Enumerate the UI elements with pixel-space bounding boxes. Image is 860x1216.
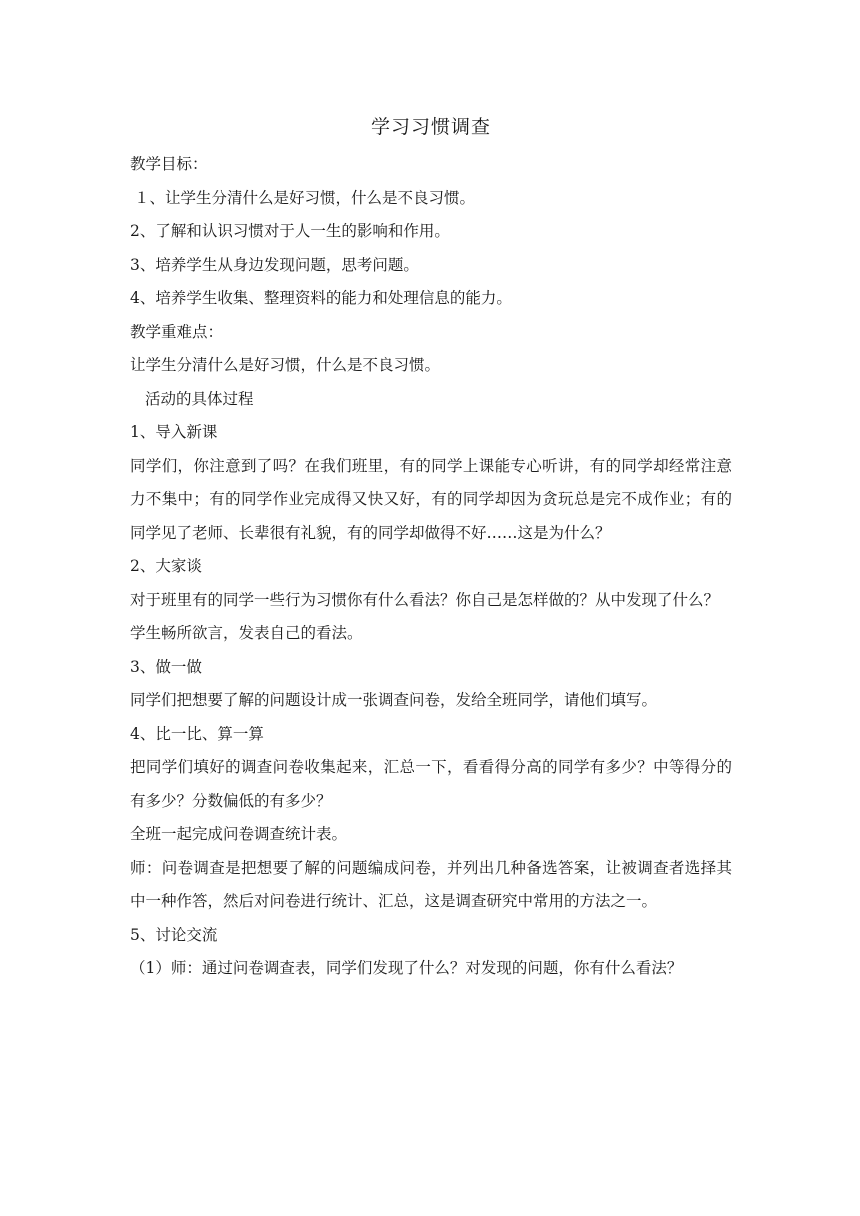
- paragraph-0: 教学目标：: [130, 155, 208, 173]
- paragraph-12: 学生畅所欲言，发表自己的看法。: [130, 624, 363, 642]
- paragraph-15: 4、比一比、算一算: [130, 724, 264, 743]
- paragraph-2: 2、了解和认识习惯对于人一生的影响和作用。: [130, 222, 450, 240]
- paragraph-6: 让学生分清什么是好习惯，什么是不良习惯。: [130, 356, 441, 374]
- document-lines: [130, 148, 732, 986]
- paragraph-20: （1）师：通过问卷调查表，同学们发现了什么？对发现的问题，你有什么看法？: [130, 959, 683, 977]
- paragraph-8: 1、导入新课: [130, 423, 218, 441]
- paragraph-7: 活动的具体过程: [145, 389, 254, 408]
- paragraph-4: 4、培养学生收集、整理资料的能力和处理信息的能力。: [130, 289, 512, 307]
- paragraph-18: 师：问卷调查是把想要了解的问题编成问卷，并列出几种备选答案，让被调查者选择其中一种作答，然后对问卷进行统计、汇总，这是调查研究中常用的方法之一。: [130, 858, 732, 910]
- paragraph-14: 同学们把想要了解的问题设计成一张调查问卷，发给全班同学，请他们填写。: [130, 691, 658, 709]
- paragraph-5: 教学重难点：: [130, 322, 224, 341]
- paragraph-19: 5、讨论交流: [130, 925, 218, 944]
- paragraph-13: 3、做一做: [130, 657, 202, 676]
- paragraph-11: 对于班里有的同学一些行为习惯你有什么看法？你自己是怎样做的？从中发现了什么？: [130, 590, 720, 609]
- document-title: 学习习惯调查: [370, 116, 491, 138]
- paragraph-1: １、让学生分清什么是好习惯，什么是不良习惯。: [134, 188, 476, 207]
- document-body: [130, 108, 732, 986]
- paragraph-3: 3、培养学生从身边发现问题，思考问题。: [130, 255, 419, 274]
- paragraph-16: 把同学们填好的调查问卷收集起来，汇总一下，看看得分高的同学有多少？中等得分的有多少？分数偏低的有多少？: [130, 758, 732, 810]
- paragraph-9: 同学们，你注意到了吗？在我们班里，有的同学上课能专心听讲，有的同学却经常注意力不集中；有的同学作业完成得又快又好，有的同学却因为贪玩总是完不成作业；有的同学见了老师、长辈很有礼貌，有的同学却做得不好……这是为什么？: [130, 456, 732, 542]
- paragraph-10: 2、大家谈: [130, 557, 202, 575]
- paragraph-17: 全班一起完成问卷调查统计表。: [130, 825, 348, 843]
